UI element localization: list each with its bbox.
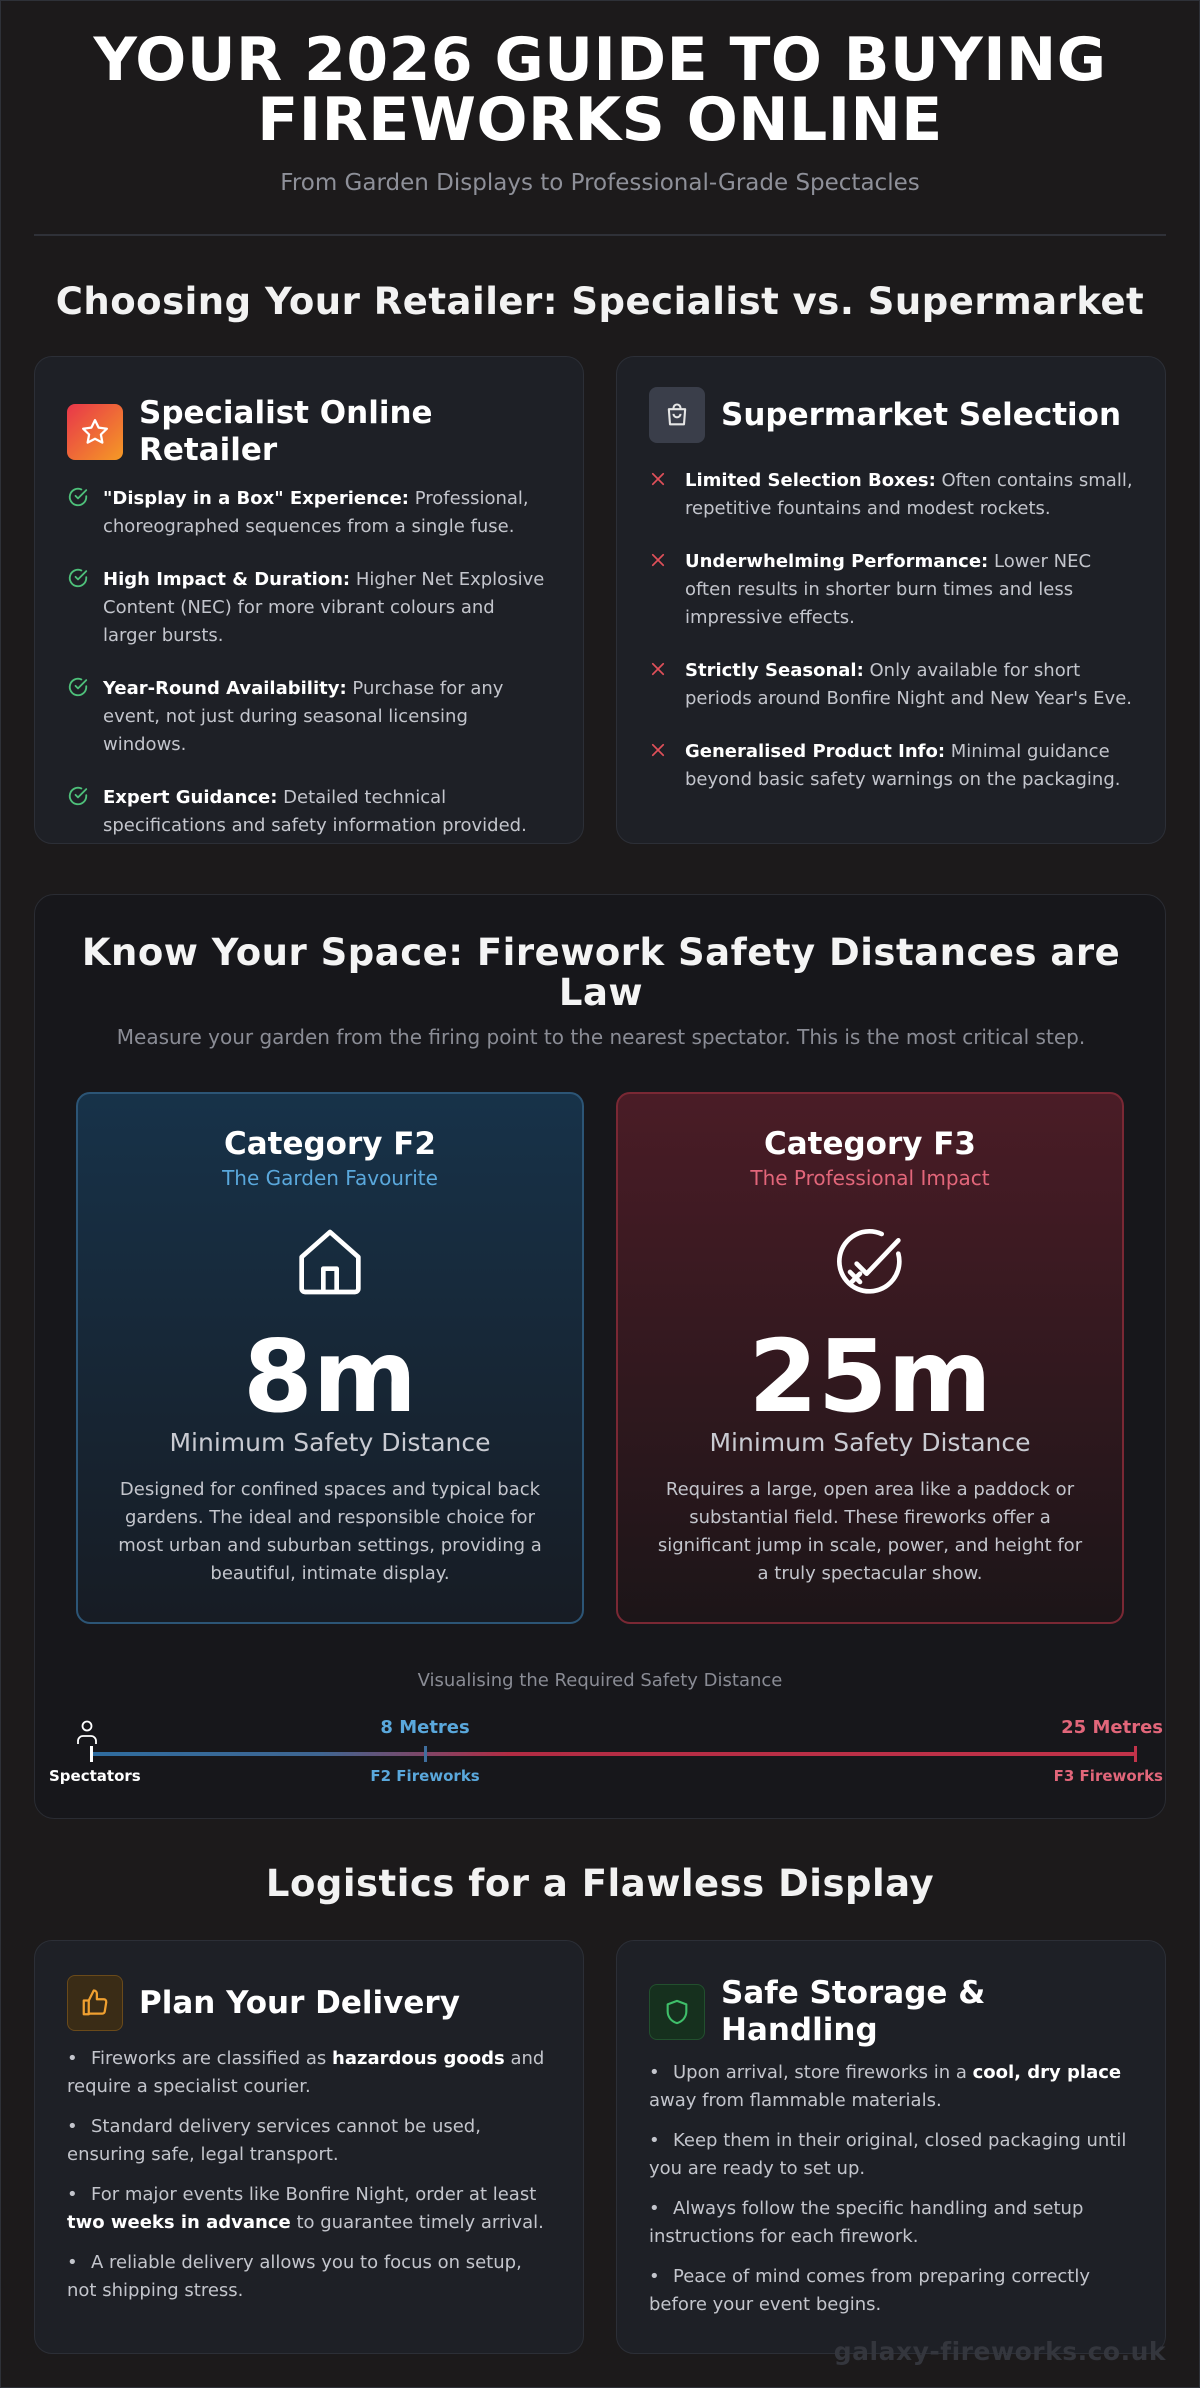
feature-description: Detailed technical specifications and safety information provided. [103,787,527,836]
storage-card-header [649,1975,1133,2049]
feature-description: Higher Net Explosive Content (NEC) for more vibrant colours and larger bursts. [103,569,545,646]
specialist-feature-list [67,485,553,865]
feature-heading: Underwhelming Performance: [685,551,989,572]
feature-description: Often contains small, repetitive fountains and modest rockets. [685,470,1133,519]
spectators-tick [90,1746,93,1762]
feature-heading: Limited Selection Boxes: [685,470,936,491]
list-item [649,2263,1133,2319]
supermarket-card-header [649,387,1133,443]
check-burst-icon [830,1222,910,1302]
site-watermark: galaxy-fireworks.co.uk [833,2337,1166,2366]
list-item [649,2059,1133,2115]
feature-text [685,548,1135,632]
feature-description: Minimal guidance beyond basic safety warnings on the packaging. [685,741,1121,790]
list-item-text: Fireworks are classified as [91,2048,332,2069]
supermarket-card [616,356,1166,844]
bullet-dot: • [649,2062,660,2083]
list-item-text: For major events like Bonfire Night, order at least [91,2184,537,2205]
feature-item [649,548,1135,632]
spectators-label: Spectators [49,1767,141,1785]
category-f3-card [616,1092,1124,1624]
delivery-card [34,1940,584,2354]
bullet-dot: • [67,2184,78,2205]
list-item [67,2045,551,2101]
feature-heading: Strictly Seasonal: [685,660,864,681]
list-item-text: to guarantee timely arrival. [290,2212,544,2233]
list-item [67,2113,551,2169]
list-item-text: Upon arrival, store fireworks in a [673,2062,973,2083]
person-icon [75,1719,99,1743]
feature-description: Purchase for any event, not just during seasonal licensing windows. [103,678,504,755]
house-icon [290,1222,370,1302]
specialist-card-header [67,395,551,469]
feature-item [67,566,553,650]
list-item-text: Keep them in their original, closed packaging until you are ready to set up. [649,2130,1127,2179]
specialist-retailer-card [34,356,584,844]
storage-card-title: Safe Storage & Handling [721,1975,986,2048]
feature-text [103,784,553,840]
feature-heading: High Impact & Duration: [103,569,351,590]
f3-description: Requires a large, open area like a paddock or substantial field. These fireworks offer a significant jump in scale, power, and height for a truly spectacular show. [657,1479,1083,1584]
bullet-dot: • [67,2252,78,2273]
logistics-section-title: Logistics for a Flawless Display [265,1862,935,1905]
page-subtitle: From Garden Displays to Professional-Grade Spectacles [280,170,920,196]
list-item-text: Always follow the specific handling and setup instructions for each firework. [649,2198,1084,2247]
feature-item [67,784,553,840]
f2-tagline: The Garden Favourite [222,1166,438,1190]
feature-heading: "Display in a Box" Experience: [103,488,409,509]
distance-visual-title: Visualising the Required Safety Distance [417,1670,783,1691]
feature-heading: Year-Round Availability: [103,678,347,699]
f2-distance-marker-label: F2 Fireworks [370,1767,480,1785]
list-item-emphasis: hazardous goods [332,2048,505,2069]
f3-distance-marker-label: F3 Fireworks [1053,1767,1163,1785]
f2-category-name: Category F2 [223,1126,437,1162]
list-item [67,2249,551,2305]
feature-item [67,485,553,541]
star-icon [67,404,123,460]
cross-icon [649,738,685,762]
delivery-bullet-list [67,2045,551,2317]
supermarket-feature-list [649,467,1135,819]
f3-distance-marker-value: 25 Metres [1061,1717,1163,1738]
f2-description: Designed for confined spaces and typical back gardens. The ideal and responsible choice for most urban and suburban settings, providing a beautiful, intimate display. [118,1479,542,1584]
storage-bullet-list [649,2059,1133,2331]
feature-description: Professional, choreographed sequences from a single fuse. [103,488,529,537]
bullet-dot: • [67,2048,78,2069]
f3-distance-value: 25m [748,1318,992,1435]
f3-tagline: The Professional Impact [750,1166,990,1190]
feature-item [649,467,1135,523]
f2-distance-label: Minimum Safety Distance [169,1428,491,1457]
bullet-dot: • [649,2198,660,2219]
storage-card [616,1940,1166,2354]
list-item-text: Peace of mind comes from preparing correctly before your event begins. [649,2266,1090,2315]
cross-icon [649,467,685,491]
feature-heading: Generalised Product Info: [685,741,946,762]
feature-description: Only available for short periods around Bonfire Night and New Year's Eve. [685,660,1132,709]
distance-line [91,1752,1135,1756]
f2-distance-value: 8m [243,1318,417,1435]
list-item-text: and require a specialist courier. [67,2048,545,2097]
feature-description: Lower NEC often results in shorter burn times and less impressive effects. [685,551,1092,628]
safety-section-title: Know Your Space: Firework Safety Distances are Law [81,931,1121,1014]
check-circle-icon [67,784,103,808]
header-divider [34,234,1166,236]
page-title [60,25,1140,155]
page-title-line-1: YOUR 2026 GUIDE TO BUYING [93,25,1107,95]
list-item [67,2181,551,2237]
shield-icon [649,1984,705,2040]
list-item-emphasis: two weeks in advance [67,2212,291,2233]
safety-distance-panel [34,894,1166,1819]
feature-text [103,566,553,650]
feature-item [649,738,1135,794]
list-item-text: away from flammable materials. [649,2090,942,2111]
bullet-dot: • [67,2116,78,2137]
cross-icon [649,548,685,572]
f3-category-name: Category F3 [763,1126,977,1162]
specialist-card-title: Specialist Online Retailer [139,395,433,468]
feature-heading: Expert Guidance: [103,787,278,808]
feature-text [685,738,1135,794]
feature-text [685,657,1135,713]
category-f2-card [76,1092,584,1624]
retailer-section-title: Choosing Your Retailer: Specialist vs. Supermarket [55,280,1145,323]
check-circle-icon [67,485,103,509]
bullet-dot: • [649,2130,660,2151]
list-item-text: A reliable delivery allows you to focus on setup, not shipping stress. [67,2252,522,2301]
list-item [649,2127,1133,2183]
feature-text [103,485,553,541]
list-item-emphasis: cool, dry place [972,2062,1122,2083]
bullet-dot: • [649,2266,660,2287]
safety-section-subtitle: Measure your garden from the firing point to the nearest spectator. This is the most critical step. [116,1025,1086,1049]
distance-visual [35,1705,1167,1795]
list-item-text: Standard delivery services cannot be used, ensuring safe, legal transport. [67,2116,481,2165]
delivery-card-header [67,1975,551,2031]
supermarket-card-title: Supermarket Selection [721,396,1122,433]
f2-distance-marker-value: 8 Metres [380,1717,470,1738]
feature-text [685,467,1135,523]
shopping-bag-icon [649,387,705,443]
feature-item [649,657,1135,713]
feature-text [103,675,553,759]
check-circle-icon [67,566,103,590]
thumbs-up-icon [67,1975,123,2031]
cross-icon [649,657,685,681]
page-title-line-2: FIREWORKS ONLINE [257,85,943,155]
feature-item [67,675,553,759]
f3-distance-label: Minimum Safety Distance [709,1428,1031,1457]
f3-distance-tick [1134,1746,1137,1762]
list-item [649,2195,1133,2251]
check-circle-icon [67,675,103,699]
f2-distance-tick [424,1746,427,1762]
delivery-card-title: Plan Your Delivery [139,1984,460,2021]
